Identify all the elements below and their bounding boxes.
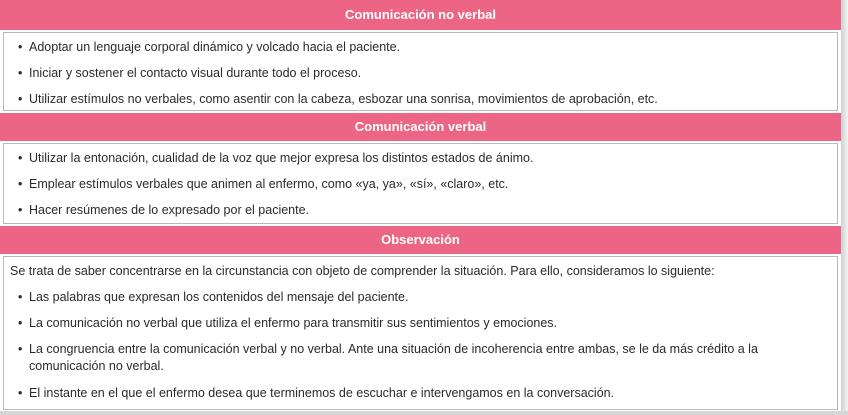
bullet: • [18,386,23,400]
bullet: • [18,66,23,80]
section-header-observacion [0,226,841,254]
bullet: • [18,342,23,356]
list-item: • El instante en el que el enfermo desea que terminemos de escuchar e intervengamos en la conversación. [18,386,615,400]
section-intro: Se trata de saber concentrarse en la circunstancia con objeto de comprender la situación. Para ello, consideramos lo siguiente: [10,264,715,278]
list-item: • Utilizar la entonación, cualidad de la voz que mejor expresa los distintos estados de ánimo. [18,151,534,165]
list-item: • Las palabras que expresan los contenidos del mensaje del paciente. [18,290,409,304]
list-item: • La congruencia entre la comunicación verbal y no verbal. Ante una situación de incoherencia entre ambas, se le da más crédito a la comunicación no verbal. [18,342,758,373]
page-edge-shadow [841,0,848,415]
list-item: • Emplear estímulos verbales que animen al enfermo, como «ya, ya», «sí», «claro», etc. [18,177,509,191]
list-item: • Utilizar estímulos no verbales, como asentir con la cabeza, esbozar una sonrisa, movimientos de aprobación, etc. [18,92,658,106]
section-body-comunicacion-no-verbal [3,32,838,111]
list-item: • Hacer resúmenes de lo expresado por el paciente. [18,203,310,217]
bullet: • [18,92,23,106]
list-item: • Adoptar un lenguaje corporal dinámico y volcado hacia el paciente. [18,40,401,54]
section-header-comunicacion-no-verbal [0,0,841,30]
section-body-observacion [3,256,838,410]
page-bottom-edge [0,411,848,415]
bullet: • [18,151,23,165]
bullet: • [18,177,23,191]
bullet: • [18,203,23,217]
list-item: • La comunicación no verbal que utiliza el enfermo para transmitir sus sentimientos y emociones. [18,316,558,330]
section-title: Comunicación no verbal [345,7,496,22]
section-body-comunicacion-verbal [3,143,838,224]
bullet: • [18,40,23,54]
section-title: Comunicación verbal [354,119,487,134]
section-title: Observación [381,232,460,247]
bullet: • [18,290,23,304]
list-item: • Iniciar y sostener el contacto visual durante todo el proceso. [18,66,362,80]
section-header-comunicacion-verbal [0,113,841,141]
bullet: • [18,316,23,330]
